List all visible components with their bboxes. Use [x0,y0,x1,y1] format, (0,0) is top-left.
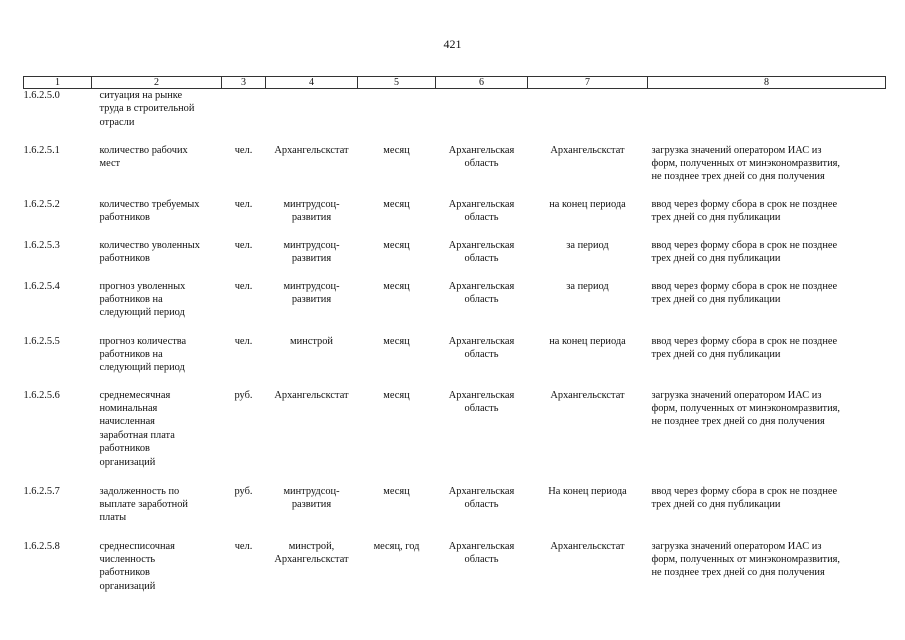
cell-source [266,89,358,144]
cell-line: развития [291,211,332,223]
cell-line: Архангельская [448,198,515,210]
cell-unit: чел. [234,198,253,210]
cell-period: месяц [383,335,410,347]
cell-line: минтрудсоц- [283,485,340,497]
cell-line: Архангельская [448,280,515,292]
cell-line: Архангельскстат [550,144,625,156]
cell-line: труда в строительной [99,103,195,115]
cell-line: На конец периода [548,485,627,497]
cell-unit: чел. [234,540,253,552]
cell-line: загрузка значений оператором ИАС из [651,144,822,156]
cell-territory [436,239,528,280]
cell-source [266,485,358,540]
cell-source [266,280,358,335]
cell-line: Архангельскстат [550,540,625,552]
table-body [24,89,886,600]
cell-period [358,89,436,144]
cell-line: не позднее трех дней со дня получения [651,416,825,428]
column-header: 8 [648,77,886,89]
cell-unit: чел. [234,280,253,292]
column-header: 3 [222,77,266,89]
cell-line: платы [99,512,127,524]
cell-code: 1.6.2.5.0 [23,90,60,101]
cell-line: номинальная [99,402,158,414]
cell-name [92,239,222,280]
cell-name [92,144,222,198]
table-row [24,144,886,198]
cell-line: начисленная [99,416,155,428]
cell-line: задолженность по [99,485,180,497]
cell-line: Архангельская [448,144,515,156]
cell-line: трех дней со дня публикации [651,348,781,360]
cell-name [92,280,222,335]
cell-unit [222,89,266,144]
cell-territory [436,144,528,198]
cell-line: следующий период [99,307,185,319]
cell-line: на конец периода [549,198,626,210]
cell-method [648,540,886,600]
cell-method [648,485,886,540]
cell-line: загрузка значений оператором ИАС из [651,389,822,401]
indicator-table [23,76,886,600]
cell-line: работников [99,211,150,223]
cell-territory [436,280,528,335]
cell-line: Архангельскстат [550,389,625,401]
cell-source [266,144,358,198]
cell-source [266,198,358,239]
cell-code: 1.6.2.5.7 [23,485,60,497]
cell-line: следующий период [99,362,185,374]
cell-line: ввод через форму сбора в срок не позднее [651,280,838,292]
cell-method [648,89,886,144]
cell-line: количество уволенных [99,239,200,251]
cell-line: количество рабочих [99,144,188,156]
cell-line: работников [99,252,150,264]
cell-source [266,335,358,389]
cell-line: трех дней со дня публикации [651,211,781,223]
cell-line: организаций [99,456,156,468]
cell-source [266,540,358,600]
cell-line: область [464,252,499,264]
cell-line: область [464,498,499,510]
cell-line: работников на [99,293,163,305]
cell-code: 1.6.2.5.5 [23,335,60,347]
cell-method [648,335,886,389]
cell-line: количество требуемых [99,198,200,210]
cell-method [648,280,886,335]
cell-note [528,389,648,485]
cell-unit: руб. [234,485,253,497]
cell-note [528,280,648,335]
cell-line: Архангельская [448,485,515,497]
cell-line: ввод через форму сбора в срок не позднее [651,198,838,210]
cell-period: месяц, год [373,540,420,552]
cell-line: минтрудсоц- [283,280,340,292]
cell-unit: чел. [234,239,253,251]
cell-line: ситуация на рынке [99,90,183,101]
column-header: 6 [436,77,528,89]
cell-line: выплате заработной [99,498,188,510]
table-row [24,540,886,600]
cell-line: загрузка значений оператором ИАС из [651,540,822,552]
cell-line: на конец периода [549,335,626,347]
cell-line: работников [99,567,150,579]
cell-code: 1.6.2.5.4 [23,280,60,292]
table-row [24,280,886,335]
cell-territory [436,335,528,389]
cell-line: не позднее трех дней со дня получения [651,567,825,579]
cell-line: прогноз уволенных [99,280,186,292]
cell-line: ввод через форму сбора в срок не позднее [651,485,838,497]
table-row [24,239,886,280]
column-header: 2 [92,77,222,89]
cell-line: за период [566,280,609,292]
cell-line: работников на [99,348,163,360]
column-header: 4 [266,77,358,89]
cell-period: месяц [383,389,410,401]
cell-line: трех дней со дня публикации [651,498,781,510]
cell-line: среднемесячная [99,389,171,401]
cell-line: ввод через форму сбора в срок не позднее [651,335,838,347]
table-row [24,389,886,485]
cell-note [528,89,648,144]
cell-territory [436,485,528,540]
cell-code: 1.6.2.5.8 [23,540,60,552]
cell-line: Архангельская [448,335,515,347]
cell-line: за период [566,239,609,251]
cell-method [648,239,886,280]
cell-line: работников [99,443,150,455]
cell-unit: чел. [234,144,253,156]
cell-line: трех дней со дня публикации [651,252,781,264]
cell-name [92,198,222,239]
cell-line: Архангельскстат [274,389,349,401]
cell-line: развития [291,252,332,264]
cell-note [528,540,648,600]
column-header: 7 [528,77,648,89]
cell-name [92,485,222,540]
table-row [24,89,886,144]
cell-line: Архангельскстат [274,553,349,565]
cell-period: месяц [383,239,410,251]
cell-line: Архангельскстат [274,144,349,156]
cell-territory [436,389,528,485]
cell-code: 1.6.2.5.1 [23,144,60,156]
cell-code: 1.6.2.5.2 [23,198,60,210]
cell-line: Архангельская [448,389,515,401]
cell-unit: чел. [234,335,253,347]
cell-unit: руб. [234,389,253,401]
cell-note [528,335,648,389]
cell-line: форм, полученных от минэкономразвития, [651,553,841,565]
cell-method [648,144,886,198]
cell-line: среднесписочная [99,540,175,552]
cell-line: отрасли [99,116,135,128]
cell-source [266,239,358,280]
cell-line: минтрудсоц- [283,239,340,251]
cell-line: развития [291,293,332,305]
cell-line: не позднее трех дней со дня получения [651,171,825,183]
table-row [24,198,886,239]
cell-name [92,540,222,600]
cell-line: форм, полученных от минэкономразвития, [651,402,841,414]
cell-code: 1.6.2.5.3 [23,239,60,251]
cell-name [92,335,222,389]
table-header-row [24,77,886,89]
cell-line: минстрой [290,335,333,347]
page-number: 421 [443,37,462,51]
cell-method [648,198,886,239]
cell-territory [436,198,528,239]
cell-line: развития [291,498,332,510]
cell-line: область [464,348,499,360]
cell-note [528,485,648,540]
table-row [24,335,886,389]
cell-note [528,239,648,280]
cell-code: 1.6.2.5.6 [23,389,60,401]
cell-line: минстрой, [288,540,335,552]
cell-source [266,389,358,485]
cell-territory [436,89,528,144]
cell-period: месяц [383,280,410,292]
cell-line: форм, полученных от минэкономразвития, [651,157,841,169]
cell-line: трех дней со дня публикации [651,293,781,305]
cell-line: минтрудсоц- [283,198,340,210]
cell-line: область [464,402,499,414]
cell-name [92,389,222,485]
cell-line: прогноз количества [99,335,187,347]
cell-line: численность [99,553,156,565]
cell-line: область [464,157,499,169]
column-header: 1 [24,77,92,89]
cell-line: Архангельская [448,540,515,552]
cell-territory [436,540,528,600]
cell-method [648,389,886,485]
cell-period: месяц [383,144,410,156]
cell-note [528,144,648,198]
cell-line: мест [99,157,121,169]
cell-name [92,89,222,144]
cell-note [528,198,648,239]
cell-line: область [464,553,499,565]
cell-line: ввод через форму сбора в срок не позднее [651,239,838,251]
table-row [24,485,886,540]
cell-line: заработная плата [99,429,175,441]
cell-period: месяц [383,485,410,497]
cell-line: область [464,293,499,305]
cell-line: организаций [99,580,156,592]
cell-period: месяц [383,198,410,210]
cell-line: область [464,211,499,223]
cell-line: Архангельская [448,239,515,251]
column-header: 5 [358,77,436,89]
